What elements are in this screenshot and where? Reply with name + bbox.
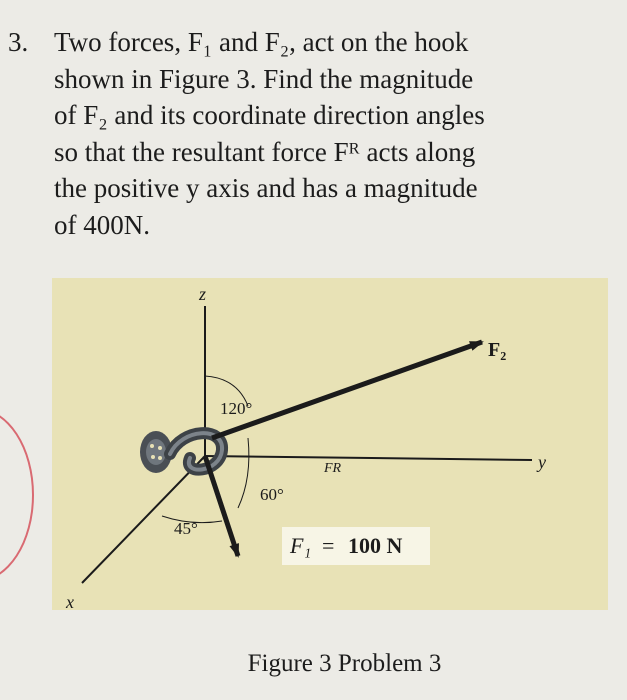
axis-y-label: y [538, 452, 546, 472]
y-axis [205, 456, 532, 460]
angle-60-label: 60° [260, 485, 284, 504]
problem-line-4: so that the resultant force Fᴿ acts along [54, 136, 476, 167]
angle-45-label: 45° [174, 519, 198, 538]
problem-number: 3. [8, 27, 29, 57]
problem-line-6: of 400N. [54, 209, 150, 240]
handwritten-note: FR [324, 461, 342, 476]
angle-120-label: 120° [220, 399, 253, 418]
f1-value: 100 N [348, 533, 403, 558]
force-f2-arrow [212, 342, 482, 438]
problem-line-5: the positive y axis and has a magnitude [54, 173, 478, 203]
problem-statement [54, 24, 614, 243]
axis-z-label: z [199, 284, 207, 304]
force-f2-label: F₂ [488, 339, 507, 361]
f1-symbol: F₁ [290, 533, 312, 558]
f1-equals: = [322, 533, 335, 558]
problem-line-3: of F₂ and its coordinate direction angles [54, 100, 485, 130]
f1-label-box [282, 527, 430, 565]
figure-caption: Figure 3 Problem 3 [247, 650, 442, 677]
angle-arc-60 [238, 438, 249, 508]
margin-pen-mark [0, 408, 34, 582]
axis-x-label: x [66, 592, 74, 610]
figure-caption-wrap [0, 650, 627, 678]
problem-line-2: shown in Figure 3. Find the magnitude [54, 63, 474, 94]
force-f1-arrow [205, 456, 238, 556]
problem-line-1: Two forces, F₁ and F₂, act on the hook [54, 27, 469, 57]
